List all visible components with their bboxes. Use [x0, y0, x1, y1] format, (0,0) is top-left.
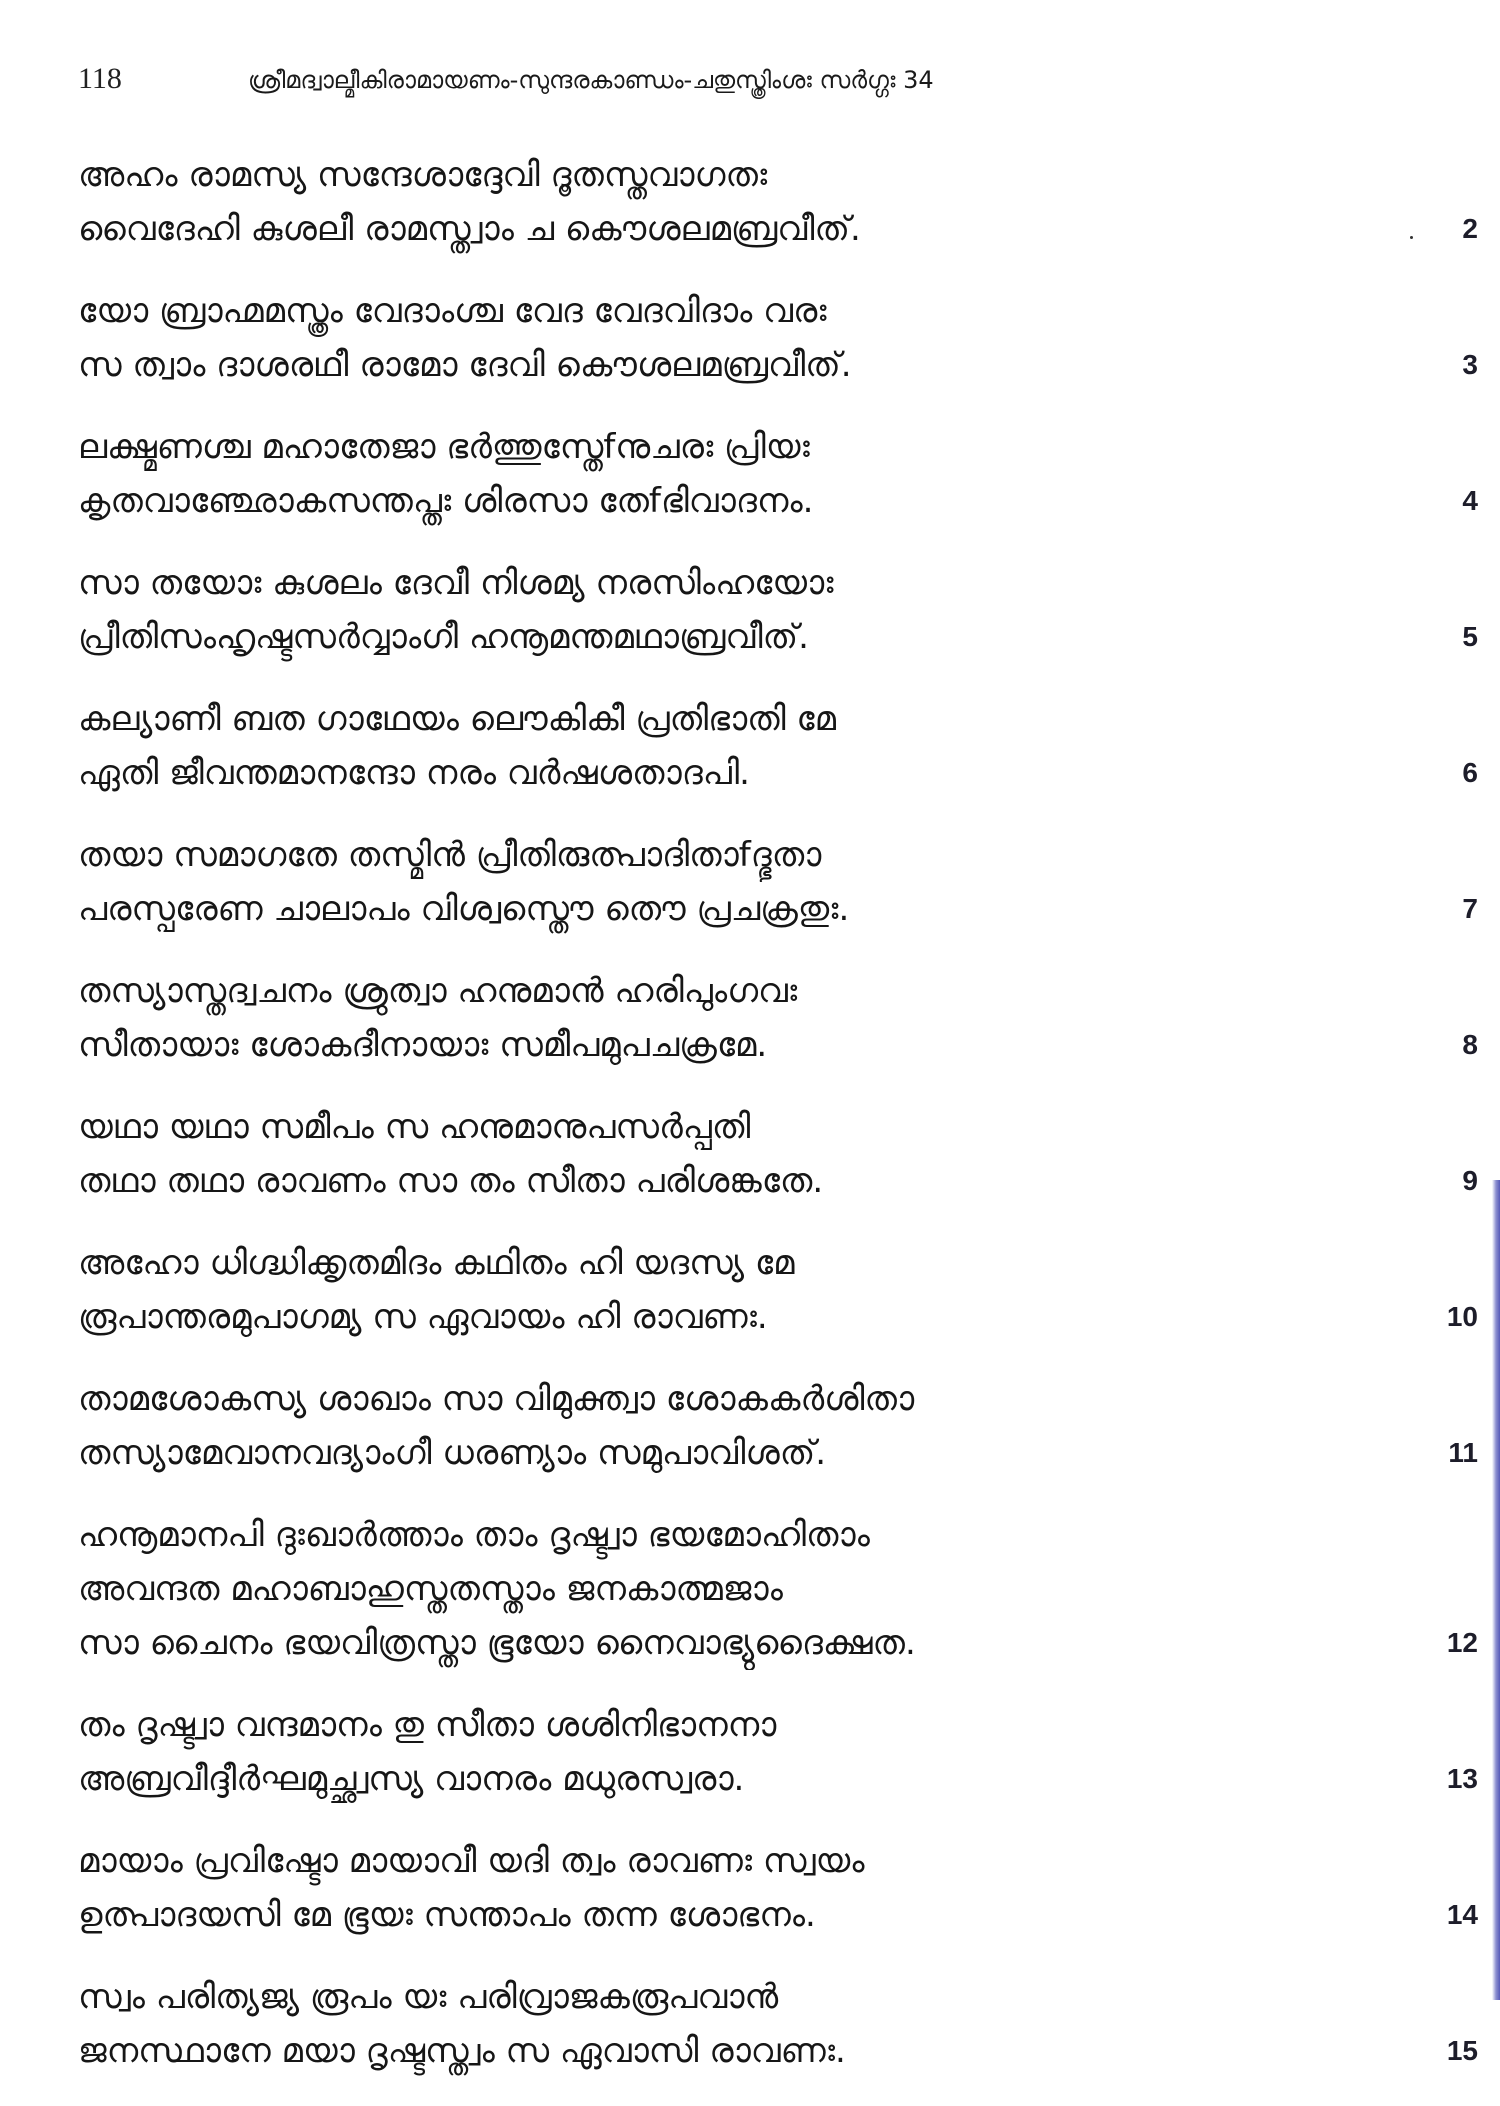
running-head: ശ്രീമദ്വാല്മീകിരാമായണം-സുന്ദരകാണ്ഡം-ചതുസ്ത്രിംശഃ സർഗ്ഗഃ 34 [248, 66, 934, 94]
verse-line: താമശോകസ്യ ശാഖാം സാ വിമുക്ത്വാ ശോകകർശിതാ [78, 1379, 915, 1419]
verse-block [78, 284, 1478, 392]
verse-number: 12 [1446, 1627, 1478, 1658]
verse-block [78, 420, 1478, 528]
verse-number: 14 [1446, 1899, 1478, 1930]
verse-number: 6 [1462, 757, 1478, 788]
page-edge-shadow [1492, 1180, 1500, 2000]
verse-line: അവന്ദത മഹാബാഹുസ്തതസ്താം ജനകാത്മജാം [78, 1569, 783, 1609]
verse-block [78, 692, 1478, 800]
verse-line: തഥാ തഥാ രാവണം സാ തം സീതാ പരിശങ്കതേ. [78, 1161, 824, 1201]
verse-line: തം ദൃഷ്ട്വാ വന്ദമാനം തു സീതാ ശശിനിഭാനനാ [78, 1705, 777, 1745]
verse-number: 11 [1448, 1437, 1478, 1468]
verse-line: സീതായാഃ ശോകദീനായാഃ സമീപമുപചക്രമേ. [78, 1025, 768, 1065]
verse-line: അബ്രവീദ്ദീർഘമുച്ഛ്വസ്യ വാനരം മധുരസ്വരാ. [78, 1759, 745, 1799]
verse-line: കൃതവാഞ്ഛോകസന്തപ്തഃ ശിരസാ തേfഭിവാദനം. [78, 481, 814, 521]
print-speck [1410, 236, 1413, 239]
verse-block [78, 1698, 1478, 1806]
verse-block [78, 1372, 1478, 1480]
verse-number: 5 [1462, 621, 1478, 652]
verse-line: ഉത്പാദയസി മേ ഭൂയഃ സന്താപം തന്ന ശോഭനം. [78, 1895, 816, 1935]
verse-number: 8 [1462, 1029, 1478, 1060]
verse-line: രൂപാന്തരമുപാഗമ്യ സ ഏവായം ഹി രാവണഃ. [78, 1297, 768, 1337]
verse-line: കല്യാണീ ബത ഗാഥേയം ലൌകികീ പ്രതിഭാതി മേ [78, 699, 836, 739]
verse-line: അഹോ ധിഗ്ദ്ധിക്കൃതമിദം കഥിതം ഹി യദസ്യ മേ [78, 1243, 795, 1283]
verse-block [78, 828, 1478, 936]
verse-number: 15 [1446, 2035, 1478, 2066]
verse-block [78, 556, 1478, 664]
verse-block [78, 1508, 1478, 1670]
verse-number: 2 [1462, 213, 1478, 244]
verse-list [78, 148, 1478, 2106]
verse-block [78, 148, 1478, 256]
verse-line: ലക്ഷ്മണശ്ച മഹാതേജാ ഭർത്തുസ്തേfനുചരഃ പ്രിയഃ [78, 427, 810, 467]
page-number: 118 [78, 62, 122, 95]
verse-line: വൈദേഹി കുശലീ രാമസ്ത്വാം ച കൌശലമബ്രവീത്. [78, 209, 861, 249]
verse-line: അഹം രാമസ്യ സന്ദേശാദ്ദേവി ദൂതസ്തവാഗതഃ [78, 155, 768, 195]
verse-line: സ്വം പരിത്യജ്യ രൂപം യഃ പരിവ്രാജകരൂപവാൻ [78, 1977, 779, 2017]
verse-line: തസ്യാമേവാനവദ്യാംഗീ ധരണ്യാം സമുപാവിശത്. [78, 1433, 827, 1473]
verse-line: ജനസ്ഥാനേ മയാ ദൃഷ്ടസ്ത്വം സ ഏവാസി രാവണഃ. [78, 2031, 846, 2071]
page-header [78, 62, 1320, 102]
verse-line: സ ത്വാം ദാശരഥീ രാമോ ദേവി കൌശലമബ്രവീത്. [78, 345, 852, 385]
verse-line: യഥാ യഥാ സമീപം സ ഹനുമാനുപസർപ്പതി [78, 1107, 751, 1147]
verse-number: 9 [1462, 1165, 1478, 1196]
verse-line: പ്രീതിസംഹൃഷ്ടസർവ്വാംഗീ ഹനൂമന്തമഥാബ്രവീത്. [78, 617, 809, 657]
verse-number: 13 [1446, 1763, 1478, 1794]
verse-number: 10 [1446, 1301, 1478, 1332]
verse-line: സാ ചൈനം ഭയവിത്രസ്താ ഭൂയോ നൈവാഭ്യുദൈക്ഷത. [78, 1623, 916, 1663]
verse-line: പരസ്പരേണ ചാലാപം വിശ്വസ്തൌ തൌ പ്രചക്രതുഃ. [78, 889, 850, 929]
verse-line: ഹനൂമാനപി ദുഃഖാർത്താം താം ദൃഷ്ട്വാ ഭയമോഹിതാം [78, 1515, 870, 1555]
verse-line: തയാ സമാഗതേ തസ്മിൻ പ്രീതിരുത്പാദിതാfദ്ഭുതാ [78, 835, 822, 875]
verse-line: മായാം പ്രവിഷ്ടോ മായാവീ യദി ത്വം രാവണഃ സ്വയം [78, 1841, 865, 1881]
verse-block [78, 1100, 1478, 1208]
verse-number: 4 [1462, 485, 1478, 516]
verse-block [78, 1970, 1478, 2078]
verse-block [78, 1834, 1478, 1942]
verse-line: യോ ബ്രാഹ്മമസ്ത്രം വേദാംശ്ച വേദ വേദവിദാം വരഃ [78, 291, 827, 331]
verse-number: 3 [1462, 349, 1478, 380]
verse-line: ഏതി ജീവന്തമാനന്ദോ നരം വർഷശതാദപി. [78, 753, 750, 793]
verse-block [78, 1236, 1478, 1344]
verse-block [78, 964, 1478, 1072]
verse-number: 7 [1462, 893, 1478, 924]
verse-line: തസ്യാസ്തദ്വചനം ശ്രുത്വാ ഹനുമാൻ ഹരിപുംഗവഃ [78, 971, 798, 1011]
verse-line: സാ തയോഃ കുശലം ദേവീ നിശമ്യ നരസിംഹയോഃ [78, 563, 834, 603]
